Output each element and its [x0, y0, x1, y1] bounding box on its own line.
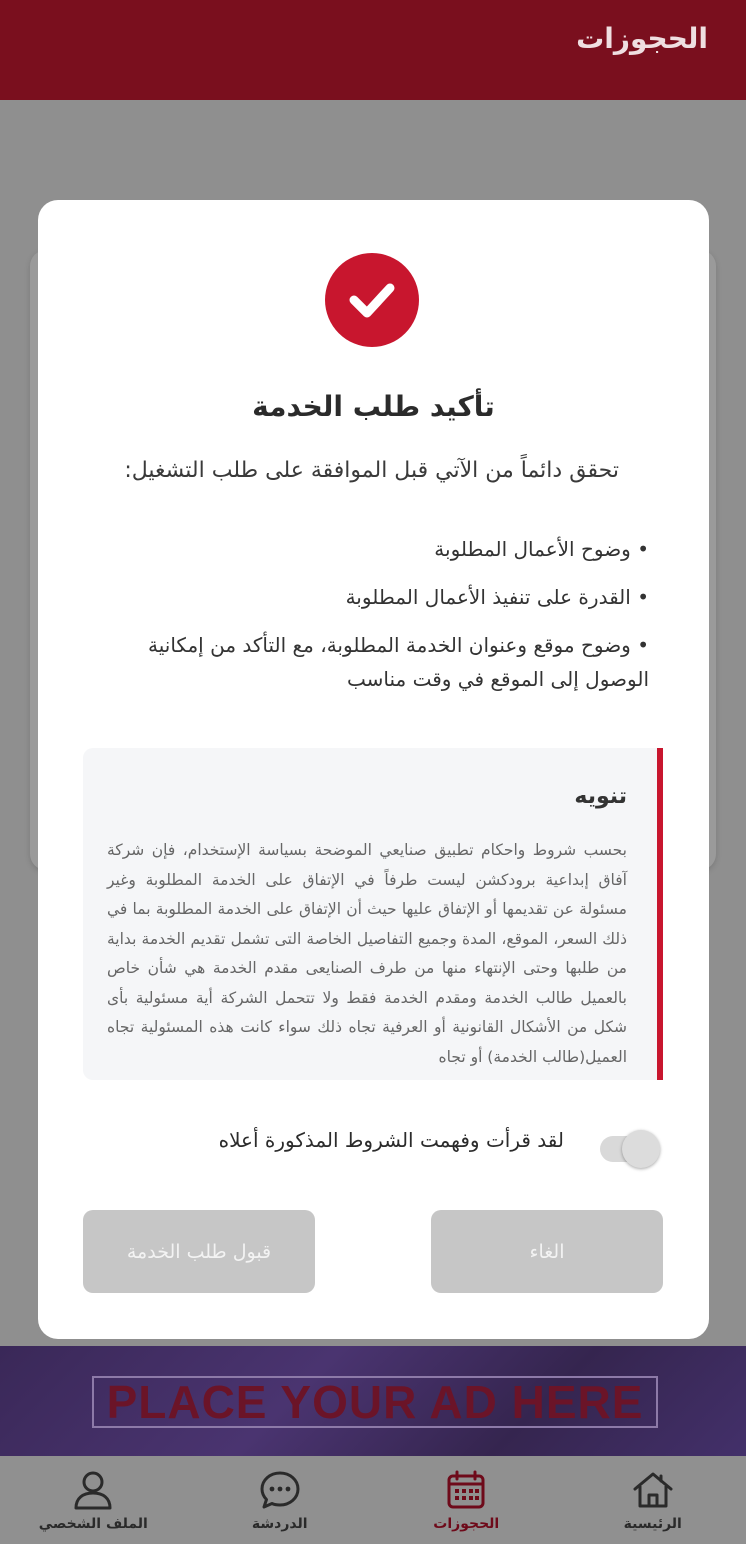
page-title: الحجوزات: [576, 22, 708, 55]
checklist-item: • القدرة على تنفيذ الأعمال المطلوبة: [89, 580, 649, 614]
ad-banner[interactable]: [0, 1346, 746, 1456]
user-icon: [71, 1468, 115, 1512]
notice-title: تنويه: [574, 784, 627, 809]
modal-subtitle: تحقق دائماً من الآتي قبل الموافقة على طلب التشغيل:: [124, 458, 619, 483]
agreement-row: [38, 1112, 709, 1172]
bottom-nav: [0, 1456, 746, 1544]
home-icon: [631, 1468, 675, 1512]
ad-frame: [92, 1376, 658, 1428]
ad-text: PLACE YOUR AD HERE: [106, 1376, 644, 1428]
agreement-toggle[interactable]: [600, 1136, 656, 1162]
chat-bubble-icon: [258, 1468, 302, 1512]
nav-item-chat[interactable]: [187, 1468, 373, 1532]
toggle-knob: [622, 1130, 660, 1168]
nav-item-profile[interactable]: [0, 1468, 186, 1532]
checkmark-icon: [325, 253, 419, 347]
nav-item-home[interactable]: [560, 1468, 746, 1532]
calendar-icon: [444, 1468, 488, 1512]
nav-item-bookings[interactable]: [373, 1468, 559, 1532]
notice-box[interactable]: [83, 748, 663, 1080]
cancel-button[interactable]: الغاء: [431, 1210, 663, 1293]
checklist: [89, 532, 649, 710]
modal-title: تأكيد طلب الخدمة: [252, 390, 495, 423]
checklist-item: • وضوح موقع وعنوان الخدمة المطلوبة، مع التأكد من إمكانية الوصول إلى الموقع في وقت مناسب: [89, 628, 649, 696]
nav-label-bookings: الحجوزات: [433, 1516, 500, 1532]
agreement-label: لقد قرأت وفهمت الشروط المذكورة أعلاه: [218, 1128, 564, 1152]
checklist-item: • وضوح الأعمال المطلوبة: [89, 532, 649, 566]
notice-body: بحسب شروط واحكام تطبيق صنايعي الموضحة بسياسة الإستخدام، فإن شركة آفاق إبداعية برودكشن ليست طرفاً في الإتفاق على الخدمة المطلوبة وغير مسئولة عن تقديمها أو الإتفاق عليها حيث أن الإتفاق على الخدمة المطلوبة بما في ذلك السعر، الموقع، المدة وجميع التفاصيل الخاصة التى تشمل تقديم الخدمة بداية من طلبها وحتى الإنتهاء منها من طرف الصنايعى مقدم الخدمة هي شأن خاص بالعميل طالب الخدمة ومقدم الخدمة فقط ولا تتحمل الشركة أية مسئولية بأى شكل من الأشكال القانونية أو العرفية تجاه ذلك سواء كانت هذه المسئولية تجاه العميل(طالب الخدمة) أو تجاه: [107, 841, 627, 1066]
accept-service-button[interactable]: قبول طلب الخدمة: [83, 1210, 315, 1293]
nav-label-home: الرئيسية: [623, 1516, 682, 1532]
app-header: [0, 0, 746, 100]
nav-label-profile: الملف الشخصي: [38, 1516, 148, 1532]
confirm-service-modal: [38, 200, 709, 1339]
nav-label-chat: الدردشة: [251, 1516, 308, 1532]
